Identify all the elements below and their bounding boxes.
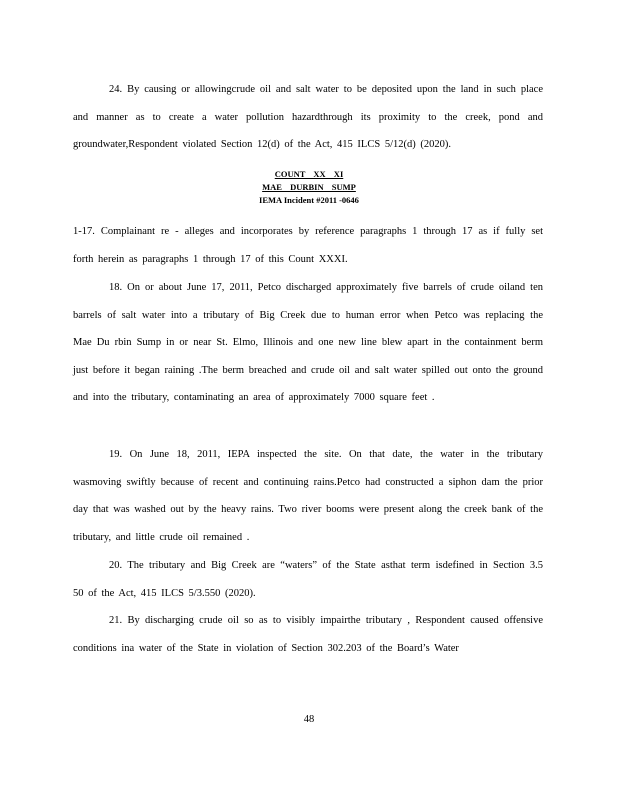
paragraph-number-20: 20. <box>109 560 123 571</box>
count-incident: IEMA Incident #2011 -0646 <box>259 195 359 205</box>
paragraph-number-18: 18. <box>109 282 123 293</box>
paragraph-18 <box>73 274 543 412</box>
count-heading <box>0 168 618 207</box>
paragraph-1-17-text: 1-17. Complainant re - alleges and incorporates by reference paragraphs 1 through 17 as if fully set forth herein as paragraphs 1 through 17 of this Count XXXI. <box>73 226 543 265</box>
paragraph-20 <box>73 552 543 607</box>
paragraph-18-text: On or about June 17, 2011, Petco discharged approximately five barrels of crude oiland ten barrels of salt water into a tributary of Big Creek due to human error when Petco was replacing the Mae Du rbin Sump in or near St. Elmo, Illinois and one new line blew apart in the containment berm just before it began raining .The berm breached and crude oil and salt water spilled out onto the ground and into the tributary, contaminating an area of approximately 7000 square feet . <box>73 282 544 404</box>
page-number: 48 <box>303 714 315 725</box>
paragraph-24 <box>73 76 543 159</box>
count-subtitle: MAE DURBIN SUMP <box>262 182 356 192</box>
paragraph-20-text: The tributary and Big Creek are “waters” of the State asthat term isdefined in Section 3.5 50 of the Act, 415 ILCS 5/3.550 (2020). <box>73 560 543 599</box>
count-title: COUNT XX XI <box>274 169 344 179</box>
paragraph-21-text: By discharging crude oil so as to visibly impairthe tributary , Respondent caused offensive conditions ina water of the State in violation of Section 302.203 of the Board’s Water <box>73 615 543 654</box>
paragraph-number-21: 21. <box>109 615 123 626</box>
paragraph-19-text: On June 18, 2011, IEPA inspected the site. On that date, the water in the tributary wasmoving swiftly because of recent and continuing rains.Petco had constructed a siphon dam the prior day that was washed out by the heavy rains. Two river booms were present along the creek bank of the tributary, and little crude oil remained . <box>73 449 543 543</box>
paragraph-21 <box>73 607 543 662</box>
paragraph-19 <box>73 441 543 551</box>
paragraph-1-17 <box>73 218 543 273</box>
paragraph-number-19: 19. <box>109 449 123 460</box>
paragraph-number-24: 24. <box>109 84 123 95</box>
paragraph-24-text: By causing or allowingcrude oil and salt water to be deposited upon the land in such place and manner as to create a water pollution hazardthrough its proximity to the creek, pond and groundwater,Respondent violated Section 12(d) of the Act, 415 ILCS 5/12(d) (2020). <box>73 84 543 151</box>
